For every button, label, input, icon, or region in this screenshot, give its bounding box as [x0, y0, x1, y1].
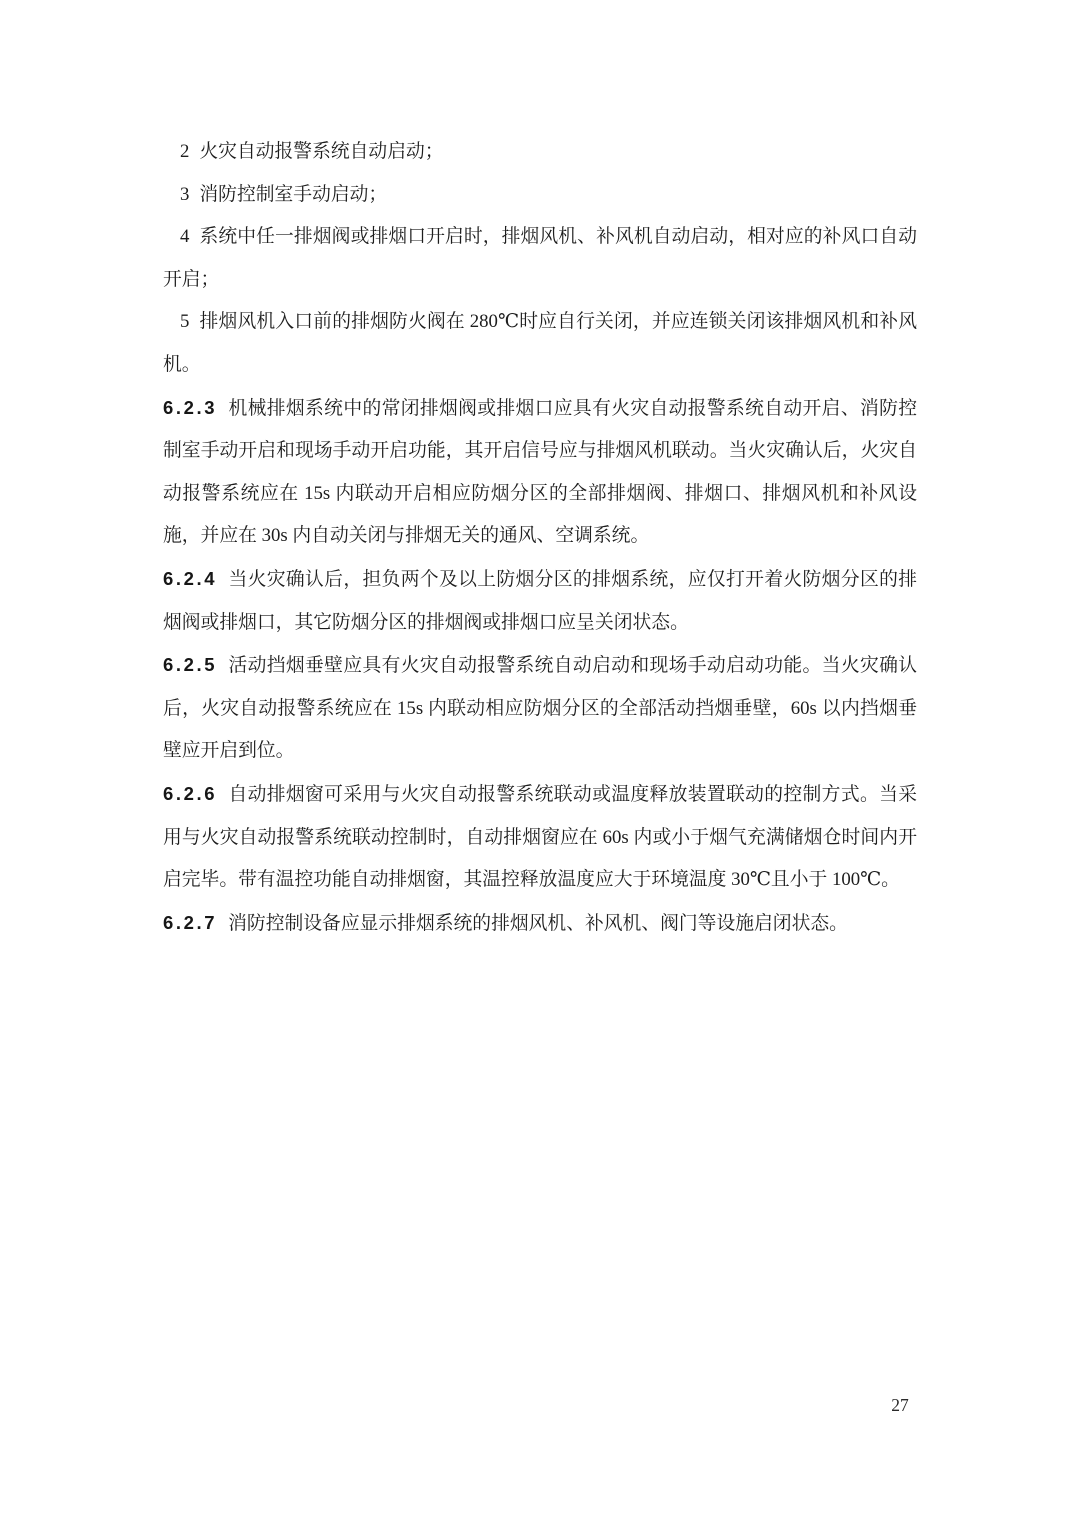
clause-6-2-7: [163, 902, 917, 946]
list-item-text: 系统中任一排烟阀或排烟口开启时，排烟风机、补风机自动启动，相对应的补风口自动开启；: [163, 226, 917, 290]
list-item-number: 2: [180, 141, 190, 162]
clause-number: 6.2.6: [163, 782, 218, 804]
list-item-text: 消防控制室手动启动；: [199, 183, 388, 205]
list-item: [163, 131, 917, 174]
clause-number: 6.2.4: [163, 567, 218, 589]
list-item-text: 火灾自动报警系统自动启动；: [199, 141, 444, 162]
clause-number: 6.2.7: [163, 911, 218, 933]
list-item: [163, 174, 917, 217]
clause-number: 6.2.5: [163, 654, 218, 676]
page-number: 27: [891, 1395, 909, 1415]
document-body: [163, 131, 917, 945]
list-item-number: 5: [180, 311, 190, 333]
list-item-text: 排烟风机入口前的排烟防火阀在 280℃时应自行关闭，并应连锁关闭该排烟风机和补风机。: [163, 311, 917, 375]
clause-text: 当火灾确认后，担负两个及以上防烟分区的排烟系统，应仅打开着火防烟分区的排烟阀或排烟口，其它防烟分区的排烟阀或排烟口应呈关闭状态。: [163, 568, 917, 633]
list-item-number: 3: [180, 183, 190, 205]
clause-text: 消防控制设备应显示排烟系统的排烟风机、补风机、阀门等设施启闭状态。: [228, 912, 848, 934]
clause-6-2-5: [163, 644, 917, 773]
clause-text: 自动排烟窗可采用与火灾自动报警系统联动或温度释放装置联动的控制方式。当采用与火灾自动报警系统联动控制时，自动排烟窗应在 60s 内或小于烟气充满储烟仓时间内开启完毕。带有温控功能自动排烟窗，其温控释放温度应大于环境温度 30℃且小于 100℃。: [163, 783, 917, 891]
list-item: [163, 216, 917, 301]
clause-6-2-4: [163, 558, 917, 644]
clause-number: 6.2.3: [163, 396, 218, 418]
list-item: [163, 301, 917, 386]
clause-6-2-3: [163, 387, 917, 558]
list-item-number: 4: [180, 226, 190, 248]
clause-text: 机械排烟系统中的常闭排烟阀或排烟口应具有火灾自动报警系统自动开启、消防控制室手动开启和现场手动开启功能，其开启信号应与排烟风机联动。当火灾确认后，火灾自动报警系统应在 15s 内联动开启相应防烟分区的全部排烟阀、排烟口、排烟风机和补风设施，并应在 30s 内自动关闭与排烟无关的通风、空调系统。: [163, 397, 917, 547]
clause-6-2-6: [163, 773, 917, 902]
clause-text: 活动挡烟垂壁应具有火灾自动报警系统自动启动和现场手动启动功能。当火灾确认后，火灾自动报警系统应在 15s 内联动相应防烟分区的全部活动挡烟垂壁，60s 以内挡烟垂壁应开启到位。: [163, 655, 917, 762]
